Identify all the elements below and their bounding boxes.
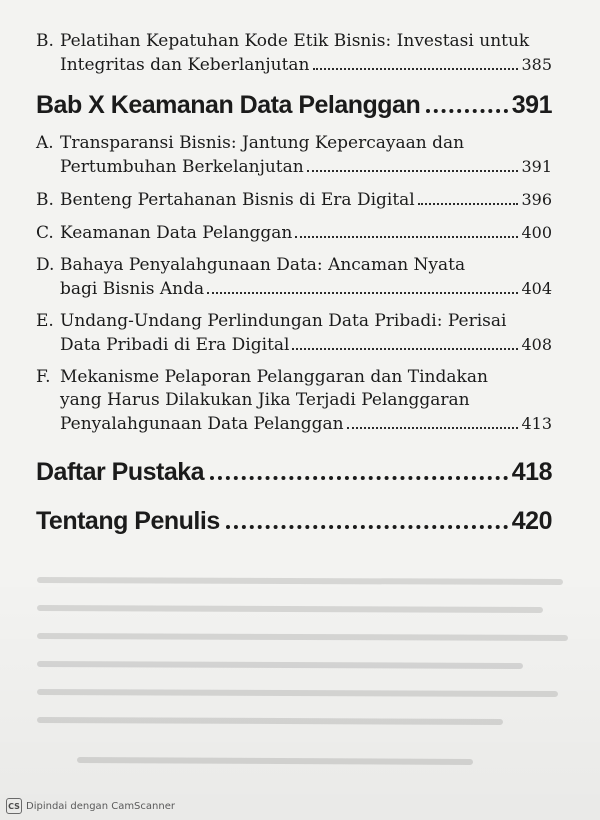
toc-entry-text: yang Harus Dilakukan Jika Terjadi Pelanggaran (60, 390, 470, 410)
dot-leader (347, 427, 519, 429)
toc-entry-text: Penyalahgunaan Data Pelanggan (60, 414, 344, 434)
toc-entry-letter: D. (36, 255, 55, 275)
dot-leader (418, 203, 519, 205)
toc-page-number: 396 (521, 190, 552, 209)
toc-entry-text: Pelatihan Kepatuhan Kode Etik Bisnis: Investasi untuk (60, 31, 530, 51)
toc-entry-text: Bahaya Penyalahgunaan Data: Ancaman Nyata (60, 255, 466, 275)
toc-entry-text: Keamanan Data Pelanggan (60, 223, 293, 243)
toc-entry-b-benteng (36, 188, 552, 212)
toc-entry-e-undang-undang (36, 310, 552, 357)
toc-chapter-x (36, 91, 552, 120)
toc-page-number: 404 (521, 279, 552, 298)
toc-entry-letter: B. (36, 31, 54, 51)
toc-page-number: 391 (521, 157, 552, 176)
dot-leader (426, 109, 508, 113)
toc-entry-letter: A. (36, 133, 54, 153)
camscanner-text: Dipindai dengan CamScanner (26, 800, 175, 812)
toc-entry-text: Benteng Pertahanan Bisnis di Era Digital (60, 190, 415, 210)
toc-entry-c-keamanan (36, 221, 552, 245)
dot-leader (226, 525, 508, 529)
dot-leader (292, 348, 518, 350)
chapter-title: Daftar Pustaka (36, 458, 205, 486)
camscanner-logo-icon: CS (6, 798, 22, 814)
toc-entry-text: Undang-Undang Perlindungan Data Pribadi: Perisai (60, 311, 507, 331)
dot-leader (207, 292, 518, 294)
toc-entry-text: Pertumbuhan Berkelanjutan (60, 157, 304, 177)
toc-entry-text: Integritas dan Keberlanjutan (60, 55, 310, 75)
toc-entry-text: bagi Bisnis Anda (60, 279, 205, 299)
toc-entry-f-mekanisme (36, 366, 552, 436)
toc-page-number: 413 (521, 414, 552, 433)
toc-entry-letter: E. (36, 311, 54, 331)
dot-leader (307, 170, 519, 172)
toc-page-number: 385 (521, 55, 552, 74)
dot-leader (313, 68, 519, 70)
toc-entry-text: Mekanisme Pelaporan Pelanggaran dan Tindakan (60, 367, 488, 387)
toc-entry-letter: F. (36, 367, 51, 387)
toc-entry-letter: C. (36, 223, 54, 243)
toc-page-number: 400 (521, 223, 552, 242)
toc-entry-b-pelatihan (36, 30, 552, 77)
toc-tentang-penulis (36, 507, 552, 536)
camscanner-watermark (6, 798, 175, 814)
bleed-through-texture (0, 560, 600, 790)
toc-entry-text: Data Pribadi di Era Digital (60, 335, 290, 355)
dot-leader (295, 236, 518, 238)
table-of-contents (36, 30, 552, 548)
toc-page-number: 408 (521, 335, 552, 354)
chapter-title: Tentang Penulis (36, 507, 220, 535)
toc-entry-letter: B. (36, 190, 54, 210)
toc-page-number: 420 (511, 507, 552, 535)
toc-entry-text: Transparansi Bisnis: Jantung Kepercayaan dan (60, 133, 465, 153)
toc-page-number: 418 (511, 458, 552, 486)
dot-leader (210, 476, 508, 480)
chapter-title: Bab X Keamanan Data Pelanggan (36, 91, 421, 119)
toc-entry-a-transparansi (36, 132, 552, 179)
toc-page-number: 391 (511, 91, 552, 119)
toc-daftar-pustaka (36, 458, 552, 487)
toc-entry-d-bahaya (36, 254, 552, 301)
